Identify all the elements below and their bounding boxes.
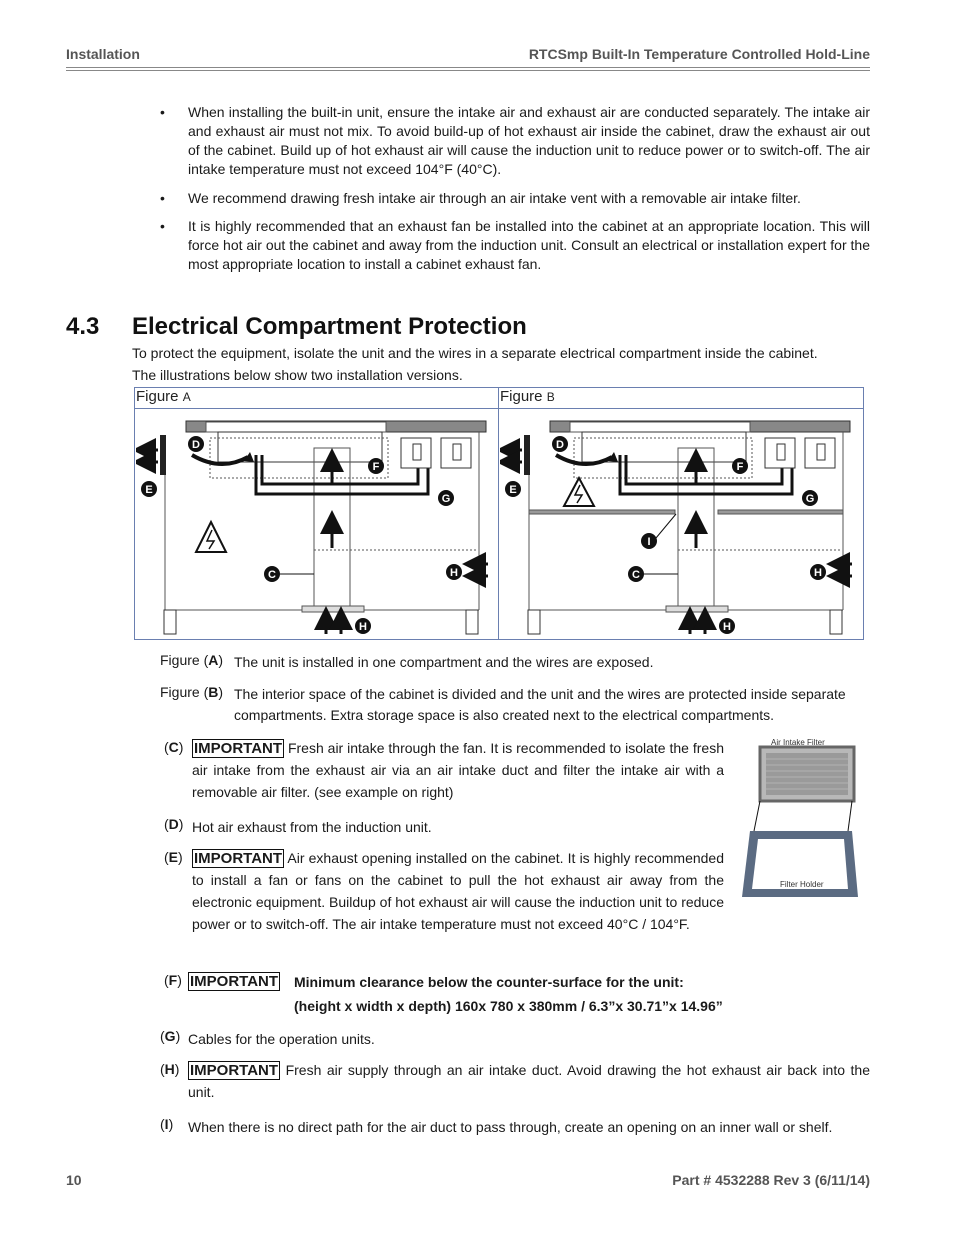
caption-text-a: The unit is installed in one compartment and the wires are exposed.: [234, 654, 654, 670]
marker-c: [264, 566, 280, 582]
caption-key-b: Figure (B): [160, 684, 224, 700]
bullet-dot: •: [160, 104, 165, 120]
bullet-item: [160, 103, 870, 179]
marker-h: [446, 564, 462, 580]
bullet-item: [160, 217, 870, 274]
bullet-text: We recommend drawing fresh intake air through an air intake vent with a removable air intake filter.: [188, 190, 801, 206]
caption-key-a: Figure (A): [160, 652, 224, 668]
part-number: Part # 4532288 Rev 3 (6/11/14): [672, 1172, 870, 1188]
item-h-label: (H): [160, 1061, 180, 1077]
svg-text:I: I: [647, 536, 651, 548]
important-badge: IMPORTANT: [194, 740, 283, 757]
item-d-desc: Hot air exhaust from the induction unit.: [192, 819, 432, 835]
section-number: 4.3: [66, 313, 100, 340]
marker-g: [802, 490, 818, 506]
filter-caption-top: Air Intake Filter: [771, 738, 825, 747]
important-badge: IMPORTANT: [190, 1062, 279, 1079]
bullet-dot: •: [160, 190, 165, 206]
item-c-desc: IMPORTANT Fresh air intake through the fan. It is recommended to isolate the fresh air intake from the exhaust air via an air intake duct and filter the intake air with a removable air filter. (see example on right): [192, 740, 724, 800]
svg-text:H: H: [723, 621, 731, 633]
svg-text:D: D: [556, 439, 564, 451]
figure-b-diagram: [500, 410, 860, 638]
item-i-label: (I): [160, 1116, 174, 1132]
bullet-item: [160, 189, 870, 208]
section-intro: [132, 342, 872, 386]
svg-text:D: D: [192, 439, 200, 451]
item-h-desc: IMPORTANT Fresh air supply through an air intake duct. Avoid drawing the hot exhaust air back into the unit.: [188, 1062, 870, 1100]
marker-f: [732, 458, 748, 474]
item-g-label: (G): [160, 1028, 181, 1044]
marker-h-bottom: [719, 618, 735, 634]
page-number: 10: [66, 1172, 82, 1188]
item-c-label: (C): [164, 739, 184, 755]
item-f-line-1: Minimum clearance below the counter-surface for the unit:: [294, 974, 684, 990]
marker-h-bottom: [355, 618, 371, 634]
header-section: Installation: [66, 46, 140, 62]
important-badge: IMPORTANT: [194, 850, 283, 867]
item-f-label: (F): [164, 972, 182, 988]
svg-text:F: F: [372, 461, 380, 473]
item-d-label: (D): [164, 816, 184, 832]
marker-c: [628, 566, 644, 582]
svg-text:G: G: [441, 493, 451, 505]
header-product: RTCSmp Built-In Temperature Controlled Hold-Line: [528, 46, 870, 62]
figure-divider: [498, 387, 499, 640]
marker-e: [505, 481, 521, 497]
bullet-text: It is highly recommended that an exhaust fan be installed into the cabinet at an appropriate location. This will force hot air out the cabinet and away from the induction unit. Consult an electrical or installation expert for the most appropriate location to install a cabinet exhaust fan.: [188, 218, 870, 272]
figure-a-label: Figure A: [136, 388, 191, 405]
svg-text:C: C: [268, 569, 276, 581]
marker-f: [368, 458, 384, 474]
filter-caption-bottom: Filter Holder: [780, 880, 824, 889]
intro-line-2: The illustrations below show two installation versions.: [132, 367, 463, 383]
header-rule: [66, 67, 870, 68]
air-filter-image: [740, 735, 864, 901]
svg-text:F: F: [736, 461, 744, 473]
header-rule-2: [66, 70, 870, 71]
caption-text-b: The interior space of the cabinet is divided and the unit and the wires are protected inside separate compartments. Extra storage space is also created next to the electrical compartments.: [234, 686, 846, 723]
bullet-text: When installing the built-in unit, ensure the intake air and exhaust air are conducted separately. The intake air and exhaust air must not mix. To avoid build-up of hot exhaust air inside the cabinet, draw the exhaust air out of the cabinet. Build up of hot exhaust air will cause the induction unit to reduce power or to switch-off. The air intake temperature must not exceed 104°F (40°C).: [188, 104, 870, 177]
marker-i: [641, 533, 657, 549]
svg-text:G: G: [805, 493, 815, 505]
item-i-desc: When there is no direct path for the air duct to pass through, create an opening on an inner wall or shelf.: [188, 1119, 833, 1135]
svg-text:E: E: [509, 484, 517, 496]
marker-g: [438, 490, 454, 506]
svg-text:C: C: [632, 569, 640, 581]
marker-d: [188, 436, 204, 452]
intro-line-1: To protect the equipment, isolate the unit and the wires in a separate electrical compartment inside the cabinet.: [132, 345, 818, 361]
important-badge: IMPORTANT: [190, 973, 279, 990]
figure-caption-rule: [134, 408, 864, 409]
svg-text:H: H: [359, 621, 367, 633]
item-f-badge-row: [188, 970, 280, 992]
marker-e: [141, 481, 157, 497]
figure-b-label: Figure B: [500, 388, 555, 405]
svg-text:H: H: [814, 567, 822, 579]
bullet-dot: •: [160, 218, 165, 234]
item-g-desc: Cables for the operation units.: [188, 1031, 375, 1047]
marker-h: [810, 564, 826, 580]
item-f-line-2: (height x width x depth) 160x 780 x 380mm / 6.3”x 30.71”x 14.96”: [294, 998, 723, 1014]
item-e-desc: IMPORTANT Air exhaust opening installed on the cabinet. It is highly recommended to install a fan or fans on the cabinet to pull the hot exhaust air away from the electronic equipment. Buildup of hot exhaust air will cause the induction unit to reduce power or to switch-off. The air intake temperature must not exceed 40°C / 104°F.: [192, 850, 724, 932]
svg-text:H: H: [450, 567, 458, 579]
item-e-label: (E): [164, 849, 183, 865]
marker-d: [552, 436, 568, 452]
section-title: Electrical Compartment Protection: [132, 313, 527, 340]
svg-text:E: E: [145, 484, 153, 496]
figure-a-diagram: [136, 410, 496, 638]
